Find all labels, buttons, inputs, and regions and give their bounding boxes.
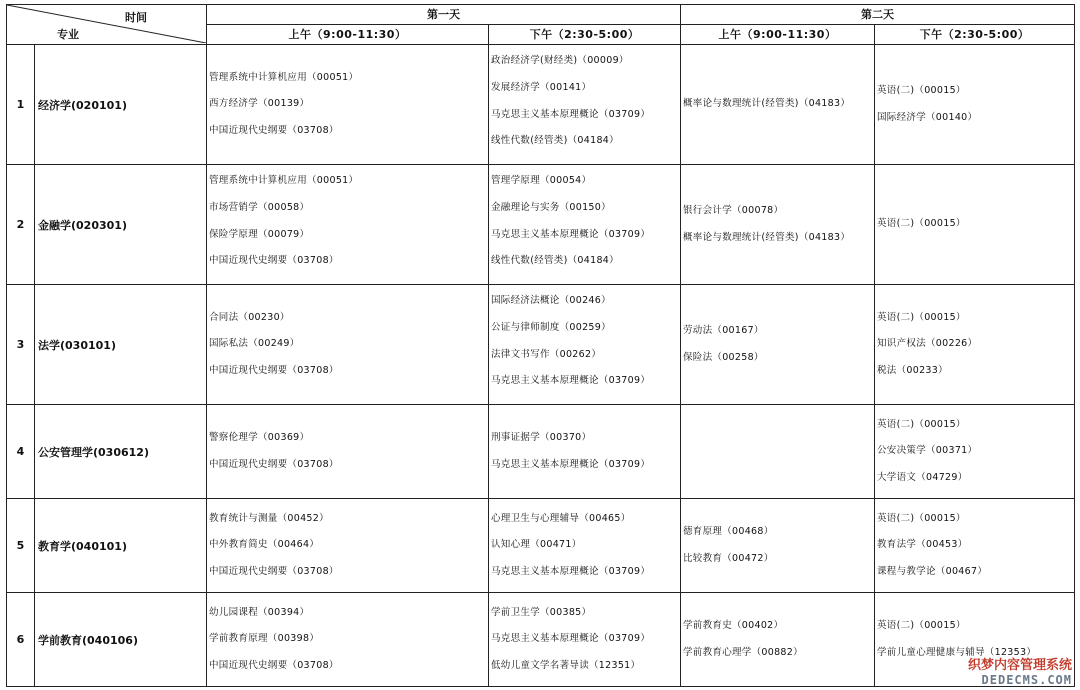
- major-name: 学前教育(040106): [35, 593, 207, 687]
- course-item: 法律文书写作（00262）: [491, 348, 602, 360]
- slot-cell-day-2-pm: [875, 285, 1075, 405]
- slot-cell-day-1-pm: [489, 45, 681, 165]
- course-item: 银行会计学（00078）: [683, 204, 784, 216]
- course-item: 管理系统中计算机应用（00051）: [209, 71, 359, 83]
- course-item: 马克思主义基本原理概论（03709）: [491, 565, 651, 577]
- course-item: 国际私法（00249）: [209, 338, 300, 350]
- course-item: 学前儿童心理健康与辅导（12353）: [877, 646, 1037, 658]
- slot-cell-day-2-pm: [875, 45, 1075, 165]
- course-item: 线性代数(经管类)（04184）: [491, 255, 619, 267]
- course-item: 中外教育简史（00464）: [209, 539, 320, 551]
- course-item: 课程与教学论（00467）: [877, 565, 988, 577]
- row-number: 3: [7, 285, 35, 405]
- course-item: 英语(二)（00015）: [877, 418, 966, 430]
- course-item: 知识产权法（00226）: [877, 338, 978, 350]
- course-item: 保险法（00258）: [683, 351, 764, 363]
- slot-cell-day-2-pm: [875, 499, 1075, 593]
- course-item: 马克思主义基本原理概论（03709）: [491, 458, 651, 470]
- course-item: 马克思主义基本原理概论（03709）: [491, 375, 651, 387]
- course-item: 马克思主义基本原理概论（03709）: [491, 633, 651, 645]
- slot-cell-day-2-am: [681, 593, 875, 687]
- course-item: 学前教育心理学（00882）: [683, 646, 803, 658]
- course-item: 德育原理（00468）: [683, 525, 774, 537]
- slot-cell-day-2-am: [681, 405, 875, 499]
- course-item: 中国近现代史纲要（03708）: [209, 565, 339, 577]
- watermark-logo: [968, 658, 1072, 688]
- day-1-header: 第一天: [207, 5, 681, 25]
- course-item: 中国近现代史纲要（03708）: [209, 255, 339, 267]
- course-item: 线性代数(经管类)（04184）: [491, 135, 619, 147]
- course-item: 市场营销学（00058）: [209, 201, 310, 213]
- day-1-pm-header: 下午（2:30-5:00）: [489, 25, 681, 45]
- slot-cell-day-1-pm: [489, 285, 681, 405]
- day-2-header: 第二天: [681, 5, 1075, 25]
- slot-cell-day-1-am: [207, 285, 489, 405]
- course-item: 税法（00233）: [877, 364, 948, 376]
- course-item: 教育法学（00453）: [877, 539, 968, 551]
- table-row: [7, 405, 1075, 499]
- day-1-am-header: 上午（9:00-11:30）: [207, 25, 489, 45]
- course-item: 英语(二)（00015）: [877, 512, 966, 524]
- row-number: 1: [7, 45, 35, 165]
- course-item: 中国近现代史纲要（03708）: [209, 124, 339, 136]
- major-label: 专业: [57, 28, 79, 41]
- slot-cell-day-2-am: [681, 285, 875, 405]
- slot-cell-day-2-pm: [875, 165, 1075, 285]
- slot-cell-day-1-pm: [489, 499, 681, 593]
- course-item: 管理系统中计算机应用（00051）: [209, 175, 359, 187]
- course-item: 低幼儿童文学名著导读（12351）: [491, 659, 641, 671]
- header-row-days: [7, 5, 1075, 25]
- slot-cell-day-1-pm: [489, 165, 681, 285]
- slot-cell-day-2-am: [681, 45, 875, 165]
- course-item: 公证与律师制度（00259）: [491, 321, 611, 333]
- course-item: 刑事证据学（00370）: [491, 431, 592, 443]
- course-item: 劳动法（00167）: [683, 324, 764, 336]
- course-item: 马克思主义基本原理概论（03709）: [491, 228, 651, 240]
- time-label: 时间: [125, 11, 147, 24]
- course-item: 警察伦理学（00369）: [209, 431, 310, 443]
- day-2-am-header: 上午（9:00-11:30）: [681, 25, 875, 45]
- slot-cell-day-2-am: [681, 499, 875, 593]
- slot-cell-day-2-pm: [875, 405, 1075, 499]
- slot-cell-day-1-pm: [489, 593, 681, 687]
- table-row: [7, 593, 1075, 687]
- row-number: 4: [7, 405, 35, 499]
- slot-cell-day-1-am: [207, 45, 489, 165]
- course-item: 学前卫生学（00385）: [491, 606, 592, 618]
- table-row: [7, 499, 1075, 593]
- course-item: 心理卫生与心理辅导（00465）: [491, 512, 631, 524]
- major-name: 经济学(020101): [35, 45, 207, 165]
- slot-cell-day-1-pm: [489, 405, 681, 499]
- slot-cell-day-1-am: [207, 499, 489, 593]
- course-item: 保险学原理（00079）: [209, 228, 310, 240]
- watermark-url: DEDECMS.COM: [981, 673, 1072, 687]
- course-item: 认知心理（00471）: [491, 539, 582, 551]
- course-item: 中国近现代史纲要（03708）: [209, 364, 339, 376]
- day-2-pm-header: 下午（2:30-5:00）: [875, 25, 1075, 45]
- course-item: 中国近现代史纲要（03708）: [209, 659, 339, 671]
- course-item: 国际经济学（00140）: [877, 111, 978, 123]
- table-row: [7, 45, 1075, 165]
- course-item: 英语(二)（00015）: [877, 84, 966, 96]
- major-name: 教育学(040101): [35, 499, 207, 593]
- major-name: 法学(030101): [35, 285, 207, 405]
- slot-cell-day-1-am: [207, 405, 489, 499]
- major-name: 公安管理学(030612): [35, 405, 207, 499]
- course-item: 比较教育（00472）: [683, 552, 774, 564]
- row-number: 5: [7, 499, 35, 593]
- row-number: 2: [7, 165, 35, 285]
- major-name: 金融学(020301): [35, 165, 207, 285]
- course-item: 西方经济学（00139）: [209, 98, 310, 110]
- course-item: 幼儿园课程（00394）: [209, 606, 310, 618]
- exam-schedule-table: [6, 4, 1075, 687]
- watermark-title: 织梦内容管理系统: [967, 658, 1072, 673]
- course-item: 英语(二)（00015）: [877, 619, 966, 631]
- slot-cell-day-2-am: [681, 165, 875, 285]
- course-item: 概率论与数理统计(经管类)（04183）: [683, 231, 851, 243]
- schedule-body: [7, 45, 1075, 687]
- course-item: 公安决策学（00371）: [877, 445, 978, 457]
- course-item: 马克思主义基本原理概论（03709）: [491, 108, 651, 120]
- slot-cell-day-1-am: [207, 593, 489, 687]
- course-item: 概率论与数理统计(经管类)（04183）: [683, 98, 851, 110]
- corner-header: [7, 5, 207, 45]
- course-item: 英语(二)（00015）: [877, 311, 966, 323]
- course-item: 发展经济学（00141）: [491, 81, 592, 93]
- course-item: 政治经济学(财经类)（00009）: [491, 55, 629, 67]
- course-item: 金融理论与实务（00150）: [491, 201, 611, 213]
- course-item: 学前教育史（00402）: [683, 619, 784, 631]
- course-item: 合同法（00230）: [209, 311, 290, 323]
- course-item: 大学语文（04729）: [877, 471, 968, 483]
- diagonal-divider: [7, 5, 207, 43]
- table-row: [7, 165, 1075, 285]
- row-number: 6: [7, 593, 35, 687]
- course-item: 管理学原理（00054）: [491, 175, 592, 187]
- course-item: 学前教育原理（00398）: [209, 633, 320, 645]
- course-item: 教育统计与测量（00452）: [209, 512, 329, 524]
- table-row: [7, 285, 1075, 405]
- course-item: 中国近现代史纲要（03708）: [209, 458, 339, 470]
- course-item: 英语(二)（00015）: [877, 218, 966, 230]
- slot-cell-day-1-am: [207, 165, 489, 285]
- course-item: 国际经济法概论（00246）: [491, 295, 611, 307]
